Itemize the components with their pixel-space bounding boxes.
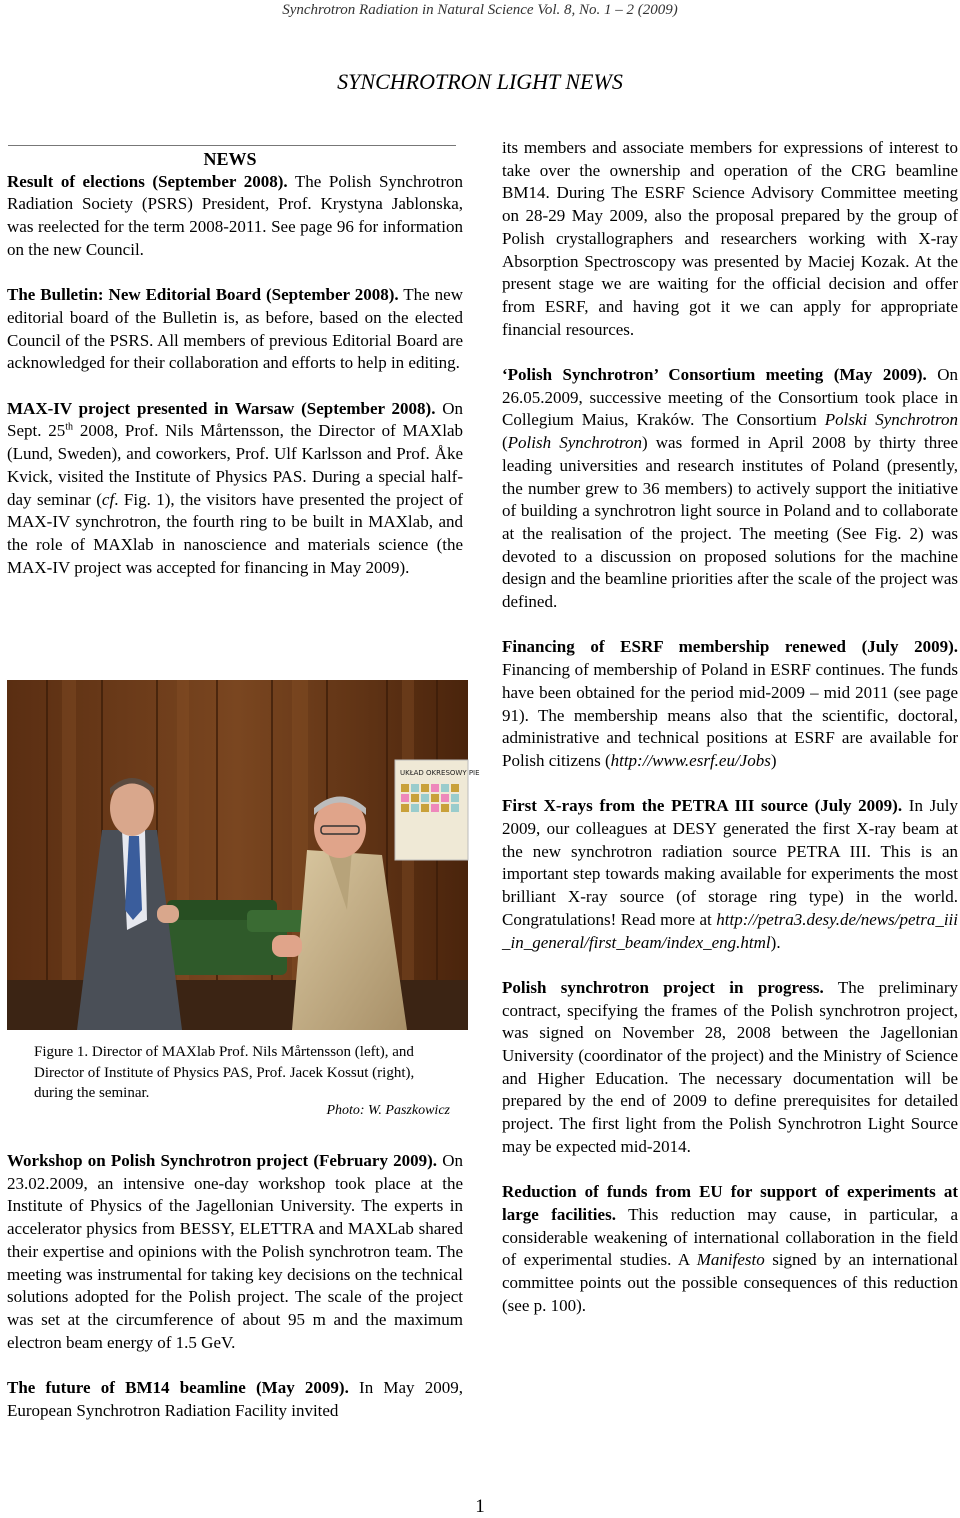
italic-text: Polski Synchrotron <box>824 410 959 430</box>
article-bm14-continued <box>502 137 958 341</box>
article-title: ‘Polish Synchrotron’ Consortium meeting (May 2009). <box>502 365 927 385</box>
article-body: The new editorial board of the Bulletin is, as before, based on the elected Council of the PSRS. All members of previous Editorial Board are acknowledged for their collaboration and efforts to help in editing. <box>7 285 463 373</box>
poster-text: UKŁAD OKRESOWY PIE <box>400 769 480 777</box>
caption-text: Figure 1. Director of MAXlab Prof. Nils Mårtensson (left), and Director of Institute of Physics PAS, Prof. Jacek Kossut (right), during the seminar. <box>34 1044 415 1101</box>
photo-credit: Photo: W. Paszkowicz <box>326 1103 450 1118</box>
journal-header: Synchrotron Radiation in Natural Science Vol. 8, No. 1 – 2 (2009) <box>282 2 678 18</box>
article-body: ) <box>770 750 777 770</box>
article-body: This reduction may cause, in particular, a considerable weakening of international collaboration in the field of experimental studies. A <box>502 1204 958 1270</box>
article-body: signed by an international committee points out the possible consequences of this reduction (see p. 100). <box>502 1250 958 1315</box>
article-consortium <box>502 364 958 614</box>
article-elections <box>7 171 463 262</box>
article-body: ) was formed in April 2008 by thirty three leading universities and research institutes of Poland (presently, the number grew to 36 members) to actively support the initiative of building a synchrotron light source in Poland and to collaborate at the realisation of the project. The meeting (See Fig. 2) was devoted to a discussion on proposed solutions for the machine design and the beamline priorities after the scale of the project was defined. <box>502 433 959 612</box>
article-title: The Bulletin: New Editorial Board (September 2008). <box>7 285 399 305</box>
article-workshop <box>7 1150 463 1354</box>
news-heading: NEWS <box>203 149 257 169</box>
article-body: . Fig. 1), the visitors have presented the project of MAX-IV synchrotron, the fourth ring to be built in MAXlab, and the role of MAXlab in nanoscience and materials science (the MAX-IV project was accepted for financing in May 2009). <box>7 489 463 577</box>
article-title: The future of BM14 beamline (May 2009). <box>7 1378 349 1398</box>
page-title: SYNCHROTRON LIGHT NEWS <box>337 69 623 94</box>
article-maxiv <box>7 398 463 580</box>
left-column-top <box>7 148 463 602</box>
esrf-jobs-link[interactable]: http://www.esrf.eu/Jobs <box>610 750 771 770</box>
article-body: The Polish Synchrotron Radiation Society (PSRS) President, Prof. Krystyna Jablonska, was reelected for the term 2008-2011. See page 96 for information on the new Council. <box>7 171 463 259</box>
article-esrf <box>502 636 958 772</box>
article-body: The preliminary contract, specifying the frames of the Polish synchrotron project, was signed on November 28, 2008 between the Jagellonian University (coordinator of the project) and the Ministry of Science and Higher Education. The necessary documentation will be prepared by the end of 2009 to define prerequisites for detailed project. The first light from the Polish Synchrotron Light Source may be expected mid-2014. <box>502 977 958 1156</box>
article-title: First X-rays from the PETRA III source (July 2009). <box>502 796 903 816</box>
article-title: Financing of ESRF membership renewed (July 2009). <box>502 637 958 657</box>
article-body: 2008, Prof. Nils Mårtensson, the Director of MAXlab (Lund, Sweden), and coworkers, Prof. Ulf Karlsson and Prof. Åke Kvick, visited the Institute of Physics PAS. During a special half-day seminar ( <box>7 421 463 509</box>
article-bm14-start <box>7 1377 463 1422</box>
article-body: On 26.05.2009, successive meeting of the Consortium took place in Collegium Maius, Kraków. The Consortium <box>502 365 958 430</box>
article-bulletin <box>7 284 463 375</box>
article-body: On Sept. 25 <box>7 398 463 441</box>
article-body: ( <box>502 433 508 453</box>
header-rule <box>8 145 456 146</box>
petra-link[interactable]: http://petra3.desy.de/news/petra_iii_in_general/first_beam/index_eng.html <box>502 909 959 952</box>
left-column-bottom <box>7 1150 463 1445</box>
article-body: On 23.02.2009, an intensive one-day workshop took place at the Institute of Physics of the Jagellonian University. The experts in accelerator physics from BESSY, ELETTRA and MAXLab shared their expertise and opinions with the Polish synchrotron team. The meeting was instrumental for taking key decisions on the technical solutions adopted for the Polish project. The scale of the project was set at the circumference of about 95 m and the maximum electron beam energy of 1.5 GeV. <box>7 1151 463 1352</box>
italic-text: Polish Synchrotron <box>507 433 643 453</box>
article-title: Reduction of funds from EU for support of experiments at large facilities. <box>502 1182 958 1224</box>
article-body: ). <box>770 932 781 952</box>
italic-text: Manifesto <box>696 1250 765 1270</box>
article-title: Workshop on Polish Synchrotron project (February 2009). <box>7 1151 438 1170</box>
article-funds <box>502 1181 958 1317</box>
right-column <box>502 137 958 1340</box>
figure-1-caption <box>34 1042 454 1104</box>
superscript: th <box>65 421 74 433</box>
article-body: Financing of membership of Poland in ESRF continues. The funds have been obtained for the period mid-2009 – mid 2011 (see page 91). The membership means also that the scientific, doctoral, administrative and technical positions at ESRF are available for Polish citizens ( <box>502 660 958 770</box>
article-title: Result of elections (September 2008). <box>7 171 288 191</box>
article-title: Polish synchrotron project in progress. <box>502 977 824 997</box>
italic-text: cf <box>101 489 115 509</box>
article-body: its members and associate members for expressions of interest to take over the ownership and operation of the CRG beamline BM14. During The ESRF Science Advisory Committee meeting on 28-29 May 2009, also the proposal prepared by the group of Polish crystallographers and researchers working with X-ray Absorption Spectroscopy was presented by Maciej Kozak. At the present stage we are waiting for the official decision and offer from ESRF, and having got it we can apply for appropriate financial resources. <box>502 138 958 339</box>
figure-1-photo <box>7 680 480 1030</box>
article-body: In July 2009, our colleagues at DESY generated the first X-ray beam at the new synchrotron radiation source PETRA III. This is an important step towards making available for experiments the most brilliant X-ray source (of storage ring type) in the world. Congratulations! Read more at <box>502 796 959 929</box>
article-progress <box>502 977 958 1159</box>
page-number: 1 <box>475 1496 485 1517</box>
article-body: In May 2009, European Synchrotron Radiation Facility invited <box>7 1378 464 1420</box>
article-title: MAX-IV project presented in Warsaw (September 2008). <box>7 398 436 418</box>
article-petra <box>502 795 958 954</box>
